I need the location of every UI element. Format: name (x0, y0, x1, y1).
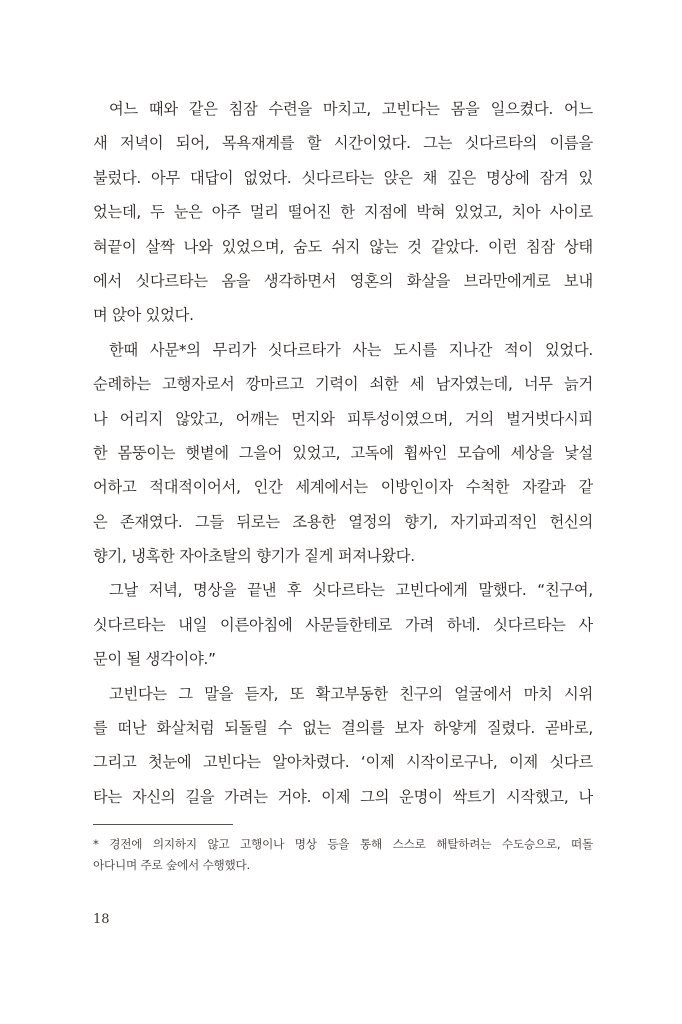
text-line: 를 떠난 화살처럼 되돌릴 수 없는 결의를 보자 하얗게 질렸다. 곧바로, (93, 719, 593, 738)
text-line: 새 저녁이 되어, 목욕재계를 할 시간이었다. 그는 싯다르타의 이름을 (93, 134, 593, 153)
text-line: 한 몸뚱이는 햇볕에 그을어 있었고, 고독에 휩싸인 모습에 세상을 낯설 (93, 443, 593, 462)
text-line: 여느 때와 같은 침잠 수련을 마치고, 고빈다는 몸을 일으켰다. 어느 (109, 100, 593, 118)
text-line: 혀끝이 살짝 나와 있었으며, 숨도 쉬지 않는 것 같았다. 이런 침잠 상태 (93, 237, 593, 256)
text-line: 나 어리지 않았고, 어깨는 먼지와 피투성이였으며, 거의 벌거벗다시피 (93, 409, 593, 428)
text-line: 에서 싯다르타는 옴을 생각하면서 영혼의 화살을 브라만에게로 보내 (93, 271, 593, 290)
text-line: 싯다르타는 내일 이른아침에 사문들한테로 가려 하네. 싯다르타는 사 (93, 615, 593, 634)
text-line: 순례하는 고행자로서 깡마르고 기력이 쇠한 세 남자였는데, 너무 늙거 (93, 375, 593, 394)
text-line: 었는데, 두 눈은 아주 멀리 떨어진 한 지점에 박혀 있었고, 치아 사이로 (93, 203, 593, 222)
page-number: 18 (93, 912, 110, 927)
text-line: 문이 될 생각이야.” (93, 650, 216, 669)
text-line: 향기, 냉혹한 자아초탈의 향기가 짙게 퍼져나왔다. (93, 547, 415, 566)
footnote-line: * 경전에 의지하지 않고 고행이나 명상 등을 통해 스스로 해탈하려는 수도승으로, 떠돌 (93, 837, 593, 851)
footnote-line: 아다니며 주로 숲에서 수행했다. (93, 858, 250, 872)
text-line: 타는 자신의 길을 가려는 거야. 이제 그의 운명이 싹트기 시작했고, 나 (93, 787, 593, 806)
body-text (93, 92, 593, 814)
text-line: 고빈다는 그 말을 듣자, 또 확고부동한 친구의 얼굴에서 마치 시위 (109, 684, 593, 703)
text-line: 은 존재였다. 그들 뒤로는 조용한 열정의 향기, 자기파괴적인 헌신의 (93, 512, 593, 531)
footnote-divider (93, 824, 233, 825)
footnote (93, 834, 593, 876)
text-line: 한때 사문*의 무리가 싯다르타가 사는 도시를 지나간 적이 있었다. (109, 340, 593, 359)
text-line: 며 앉아 있었다. (93, 306, 194, 325)
text-line: 그리고 첫눈에 고빈다는 알아차렸다. ‘이제 시작이로구나, 이제 싯다르 (93, 753, 593, 772)
text-line: 불렀다. 아무 대답이 없었다. 싯다르타는 앉은 채 깊은 명상에 잠겨 있 (93, 168, 593, 187)
text-line: 어하고 적대적이어서, 인간 세계에서는 이방인이자 수척한 자칼과 같 (93, 478, 593, 497)
text-line: 그날 저녁, 명상을 끝낸 후 싯다르타는 고빈다에게 말했다. “친구여, (109, 581, 593, 600)
